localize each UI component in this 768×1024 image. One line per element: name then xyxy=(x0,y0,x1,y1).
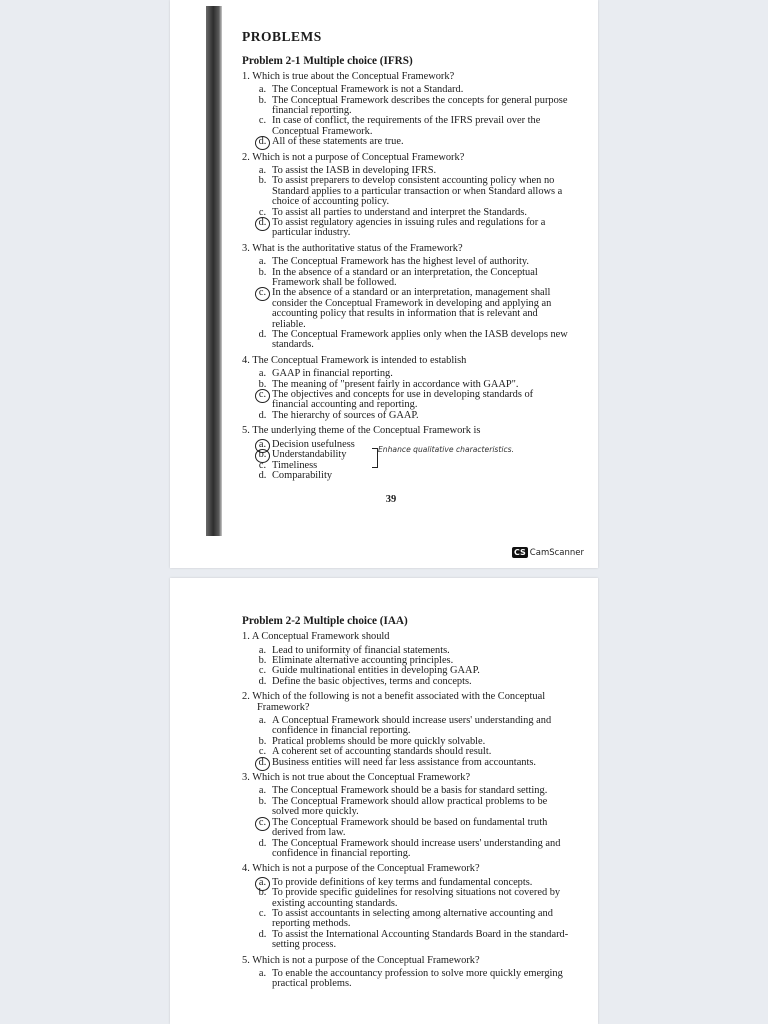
answer-option xyxy=(256,930,570,951)
question-list xyxy=(242,632,570,990)
page-2-content xyxy=(242,616,570,990)
circled-option-letter: a. xyxy=(255,439,270,453)
question-number: 1. xyxy=(242,631,250,643)
question-number: 4. xyxy=(242,354,250,366)
option-letter: d. xyxy=(258,675,267,687)
option-text: Comparability xyxy=(272,469,333,481)
option-text: The Conceptual Framework should be a basis for standard setting. xyxy=(272,785,548,797)
question-text xyxy=(242,153,570,163)
option-letter: b. xyxy=(258,175,267,187)
question-number: 4. xyxy=(242,863,250,875)
option-letter: c. xyxy=(258,665,267,677)
option-letter: a. xyxy=(258,256,267,268)
question-number: 2. xyxy=(242,151,250,163)
option-letter: c. xyxy=(258,206,267,218)
book-spine-shadow xyxy=(206,6,222,536)
answer-option xyxy=(256,677,570,687)
page-1-content xyxy=(242,30,570,506)
question-stem: Which is not a purpose of the Conceptual Framework? xyxy=(252,863,480,875)
question-text xyxy=(242,356,570,366)
answer-option xyxy=(256,839,570,860)
option-text: To assist regulatory agencies in issuing rules and regulations for a particular industry. xyxy=(272,216,546,239)
option-letter: b. xyxy=(258,655,267,667)
option-letter: a. xyxy=(258,785,267,797)
option-text: The meaning of "present fairly in accordance with GAAP". xyxy=(272,378,519,390)
option-text: All of these statements are true. xyxy=(272,136,404,148)
circled-option-letter: a. xyxy=(255,877,270,891)
question xyxy=(242,956,570,990)
question-text xyxy=(242,632,570,642)
option-list xyxy=(256,878,570,951)
option-letter: b. xyxy=(258,795,267,807)
scanned-page-1 xyxy=(170,0,598,568)
question-text xyxy=(242,72,570,82)
option-text: The Conceptual Framework applies only when the IASB develops new standards. xyxy=(272,329,568,351)
answer-option xyxy=(256,96,570,117)
scanned-page-2 xyxy=(170,578,598,1024)
circled-option-letter: c. xyxy=(255,389,270,403)
question xyxy=(242,864,570,950)
question xyxy=(242,632,570,687)
option-list xyxy=(256,166,570,239)
answer-option xyxy=(256,888,570,909)
option-list xyxy=(256,85,570,147)
answer-option xyxy=(256,268,570,289)
option-text: The objectives and concepts for use in developing standards of financial accounting and reporting. xyxy=(272,389,534,411)
option-letter: d. xyxy=(258,329,267,341)
option-letter: c. xyxy=(258,115,267,127)
option-list xyxy=(256,969,570,990)
question xyxy=(242,356,570,421)
question-number: 3. xyxy=(242,242,250,254)
question-text xyxy=(242,773,570,783)
camscanner-watermark xyxy=(512,547,584,558)
question-number: 2. xyxy=(242,691,250,703)
question xyxy=(242,773,570,859)
option-letter: c. xyxy=(258,459,267,471)
question-stem: Which is true about the Conceptual Framework? xyxy=(252,70,455,82)
question-stem: The Conceptual Framework is intended to establish xyxy=(252,354,467,366)
option-list xyxy=(256,646,570,688)
option-text: To assist preparers to develop consistent accounting policy when no Standard applies to a particular transaction or when Standard allows a choice of accounting policy. xyxy=(272,175,563,208)
question-text xyxy=(242,244,570,254)
option-list xyxy=(256,786,570,859)
option-list xyxy=(256,257,570,351)
option-text: Business entities will need far less assistance from accountants. xyxy=(272,756,537,768)
answer-option xyxy=(256,288,570,330)
option-text: GAAP in financial reporting. xyxy=(272,368,393,380)
option-letter: c. xyxy=(258,907,267,919)
question-text xyxy=(242,692,570,713)
question-number: 1. xyxy=(242,70,250,82)
option-text: The Conceptual Framework is not a Standard. xyxy=(272,84,464,96)
answer-option xyxy=(256,390,570,411)
question-stem: Which is not a purpose of Conceptual Framework? xyxy=(252,151,465,163)
question-stem: Which is not true about the Conceptual Framework? xyxy=(252,772,471,784)
option-text: To assist all parties to understand and interpret the Standards. xyxy=(272,206,527,218)
answer-option xyxy=(256,116,570,137)
option-letter: a. xyxy=(258,164,267,176)
option-text: Define the basic objectives, terms and concepts. xyxy=(272,675,472,687)
option-text: In the absence of a standard or an interpretation, the Conceptual Framework shall be followed. xyxy=(272,266,538,289)
option-text: The Conceptual Framework has the highest level of authority. xyxy=(272,256,530,268)
option-text: Pratical problems should be more quickly solvable. xyxy=(272,735,486,747)
question-stem: What is the authoritative status of the Framework? xyxy=(252,242,463,254)
option-text: Decision usefulness xyxy=(272,438,355,450)
handwritten-note: Enhance qualitative characteristics. xyxy=(378,445,515,454)
section-heading: PROBLEMS xyxy=(242,29,322,44)
question-text xyxy=(242,426,570,436)
question-number: 3. xyxy=(242,772,250,784)
answer-option xyxy=(256,716,570,737)
option-text: To assist the International Accounting Standards Board in the standard-setting process. xyxy=(272,928,569,951)
answer-option xyxy=(256,758,570,768)
question-stem: Which is not a purpose of the Conceptual Framework? xyxy=(252,954,480,966)
question-stem: Which of the following is not a benefit associated with the Conceptual Framework? xyxy=(252,691,546,713)
question xyxy=(242,72,570,148)
option-text: To assist the IASB in developing IFRS. xyxy=(272,164,437,176)
question-stem: A Conceptual Framework should xyxy=(251,631,390,643)
option-text: The Conceptual Framework should be based on fundamental truth derived from law. xyxy=(272,816,548,839)
option-letter: a. xyxy=(258,84,267,96)
camscanner-logo-icon: CS xyxy=(514,548,526,557)
option-text: The Conceptual Framework should increase users' understanding and confidence in financial reporting. xyxy=(272,837,561,859)
circled-option-letter: c. xyxy=(255,817,270,831)
problem-title: Problem 2-1 Multiple choice (IFRS) xyxy=(242,54,413,67)
option-text: To assist accountants in selecting among alternative accounting and reporting methods. xyxy=(272,907,553,930)
option-letter: a. xyxy=(258,967,267,979)
option-list xyxy=(256,369,570,421)
answer-option xyxy=(256,797,570,818)
option-text: The Conceptual Framework describes the concepts for general purpose financial reporting. xyxy=(272,94,568,116)
option-text: To provide specific guidelines for resolving situations not covered by existing accounting standards. xyxy=(272,887,561,909)
option-text: In case of conflict, the requirements of the IFRS prevail over the Conceptual Framework. xyxy=(272,115,541,137)
circled-option-letter: b. xyxy=(255,449,270,463)
option-text: Guide multinational entities in developing GAAP. xyxy=(272,665,480,677)
option-text: The hierarchy of sources of GAAP. xyxy=(272,409,419,421)
question xyxy=(242,153,570,239)
option-letter: d. xyxy=(258,928,267,940)
option-text: Eliminate alternative accounting principles. xyxy=(272,655,454,667)
option-text: A coherent set of accounting standards should result. xyxy=(272,746,492,758)
option-letter: b. xyxy=(258,887,267,899)
answer-option xyxy=(256,176,570,207)
option-text: In the absence of a standard or an interpretation, management shall consider the Conceptual Framework in developing and applying an accounting policy that results in information that is relevant and reliable. xyxy=(272,287,552,330)
question-stem: The underlying theme of the Conceptual Framework is xyxy=(252,425,481,437)
camscanner-label: CamScanner xyxy=(529,547,584,558)
question-number: 5. xyxy=(242,954,250,966)
option-letter: c. xyxy=(258,746,267,758)
question-list xyxy=(242,72,570,482)
option-list xyxy=(256,716,570,768)
option-text: A Conceptual Framework should increase users' understanding and confidence in financial reporting. xyxy=(272,715,552,737)
option-text: Timeliness xyxy=(272,459,318,471)
answer-option xyxy=(256,471,570,481)
question-text xyxy=(242,956,570,966)
circled-option-letter: d. xyxy=(255,217,270,231)
question xyxy=(242,244,570,351)
circled-option-letter: d. xyxy=(255,757,270,771)
question-number: 5. xyxy=(242,425,250,437)
option-text: To enable the accountancy profession to solve more quickly emerging practical problems. xyxy=(272,967,563,990)
page-number: 39 xyxy=(385,494,397,506)
option-letter: b. xyxy=(258,735,267,747)
circled-option-letter: d. xyxy=(255,136,270,150)
option-letter: a. xyxy=(258,368,267,380)
answer-option xyxy=(256,909,570,930)
option-letter: b. xyxy=(258,378,267,390)
option-letter: d. xyxy=(258,409,267,421)
option-letter: d. xyxy=(258,469,267,481)
option-letter: b. xyxy=(258,94,267,106)
option-text: To provide definitions of key terms and fundamental concepts. xyxy=(272,876,533,888)
option-text: Understandability xyxy=(272,449,347,461)
question xyxy=(242,692,570,768)
option-text: Lead to uniformity of financial statements. xyxy=(272,644,450,656)
option-letter: a. xyxy=(258,715,267,727)
option-letter: d. xyxy=(258,837,267,849)
answer-option xyxy=(256,330,570,351)
answer-option xyxy=(256,818,570,839)
option-text: The Conceptual Framework should allow practical problems to be solved more quickly. xyxy=(272,795,548,818)
answer-option xyxy=(256,218,570,239)
problem-title: Problem 2-2 Multiple choice (IAA) xyxy=(242,615,408,627)
answer-option xyxy=(256,411,570,421)
answer-option xyxy=(256,137,570,147)
answer-option xyxy=(256,969,570,990)
option-letter: b. xyxy=(258,266,267,278)
circled-option-letter: c. xyxy=(255,287,270,301)
option-letter: a. xyxy=(258,644,267,656)
question-text xyxy=(242,864,570,874)
